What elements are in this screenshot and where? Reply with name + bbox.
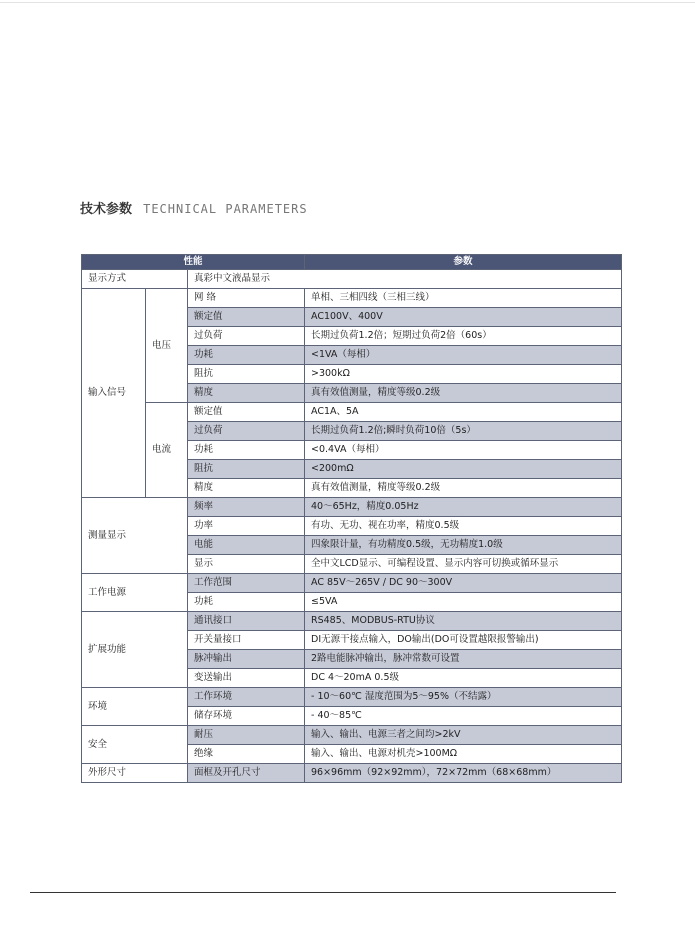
param-value: - 10～60℃ 湿度范围为5～95%（不结露） — [305, 688, 622, 707]
category-power: 工作电源 — [82, 574, 188, 612]
param-value: <1VA（每相） — [305, 346, 622, 365]
header-performance: 性能 — [82, 255, 305, 270]
table-row — [82, 270, 622, 289]
param-name: 工作环境 — [188, 688, 305, 707]
table-row — [82, 726, 622, 745]
subcategory-voltage: 电压 — [146, 289, 188, 403]
param-value: ≤5VA — [305, 593, 622, 612]
param-name: 显示 — [188, 555, 305, 574]
param-name: 精度 — [188, 384, 305, 403]
category-dimensions: 外形尺寸 — [82, 764, 188, 783]
footer-divider-line — [30, 892, 616, 893]
param-name: 网 络 — [188, 289, 305, 308]
section-heading — [80, 198, 308, 217]
param-value: <0.4VA（每相） — [305, 441, 622, 460]
header-parameters: 参数 — [305, 255, 622, 270]
param-name: 功耗 — [188, 593, 305, 612]
param-value: 长期过负荷1.2倍；短期过负荷2倍（60s） — [305, 327, 622, 346]
param-name: 工作范围 — [188, 574, 305, 593]
param-value: <200mΩ — [305, 460, 622, 479]
param-name: 额定值 — [188, 403, 305, 422]
param-value: 单相、三相四线（三相三线） — [305, 289, 622, 308]
param-value: 真有效值测量，精度等级0.2级 — [305, 479, 622, 498]
category-display: 显示方式 — [82, 270, 188, 289]
param-value: 输入、输出、电源对机壳>100MΩ — [305, 745, 622, 764]
param-value: AC100V、400V — [305, 308, 622, 327]
param-value: 四象限计量，有功精度0.5级，无功精度1.0级 — [305, 536, 622, 555]
param-name: 功耗 — [188, 346, 305, 365]
param-name: 阻抗 — [188, 365, 305, 384]
heading-english: TECHNICAL PARAMETERS — [143, 202, 308, 216]
table-row — [82, 498, 622, 517]
param-name: 绝缘 — [188, 745, 305, 764]
param-value: 40～65Hz，精度0.05Hz — [305, 498, 622, 517]
display-value: 真彩中文液晶显示 — [188, 270, 622, 289]
param-name: 开关量接口 — [188, 631, 305, 650]
param-name: 电能 — [188, 536, 305, 555]
param-value: AC1A、5A — [305, 403, 622, 422]
param-value: >300kΩ — [305, 365, 622, 384]
param-name: 脉冲输出 — [188, 650, 305, 669]
table-row — [82, 612, 622, 631]
category-safety: 安全 — [82, 726, 188, 764]
table-row — [82, 403, 622, 422]
table-row — [82, 764, 622, 783]
heading-chinese: 技术参数 — [80, 202, 133, 217]
param-name: 面框及开孔尺寸 — [188, 764, 305, 783]
category-extension: 扩展功能 — [82, 612, 188, 688]
param-name: 功耗 — [188, 441, 305, 460]
table-row — [82, 688, 622, 707]
param-value: RS485、MODBUS-RTU协议 — [305, 612, 622, 631]
category-input-signal: 输入信号 — [82, 289, 146, 498]
param-value: 长期过负荷1.2倍;瞬时负荷10倍（5s） — [305, 422, 622, 441]
param-value: 全中文LCD显示、可编程设置、显示内容可切换或循环显示 — [305, 555, 622, 574]
table-header-row — [82, 255, 622, 270]
param-name: 过负荷 — [188, 422, 305, 441]
param-value: DC 4～20mA 0.5级 — [305, 669, 622, 688]
param-value: 96×96mm（92×92mm），72×72mm（68×68mm） — [305, 764, 622, 783]
param-name: 精度 — [188, 479, 305, 498]
param-name: 过负荷 — [188, 327, 305, 346]
param-value: AC 85V～265V / DC 90～300V — [305, 574, 622, 593]
table-row — [82, 289, 622, 308]
param-name: 阻抗 — [188, 460, 305, 479]
param-name: 通讯接口 — [188, 612, 305, 631]
category-environment: 环境 — [82, 688, 188, 726]
param-value: DI无源干接点输入，DO输出(DO可设置越限报警输出) — [305, 631, 622, 650]
param-name: 储存环境 — [188, 707, 305, 726]
param-name: 频率 — [188, 498, 305, 517]
category-measure: 测量显示 — [82, 498, 188, 574]
subcategory-current: 电流 — [146, 403, 188, 498]
param-value: 真有效值测量，精度等级0.2级 — [305, 384, 622, 403]
param-value: 2路电能脉冲输出，脉冲常数可设置 — [305, 650, 622, 669]
param-value: 有功、无功、视在功率，精度0.5级 — [305, 517, 622, 536]
param-name: 功率 — [188, 517, 305, 536]
param-name: 额定值 — [188, 308, 305, 327]
param-name: 变送输出 — [188, 669, 305, 688]
param-value: 输入、输出、电源三者之间均>2kV — [305, 726, 622, 745]
technical-parameters-table — [81, 254, 622, 783]
param-value: - 40～85℃ — [305, 707, 622, 726]
top-border-line — [0, 2, 695, 3]
param-name: 耐压 — [188, 726, 305, 745]
table-row — [82, 574, 622, 593]
